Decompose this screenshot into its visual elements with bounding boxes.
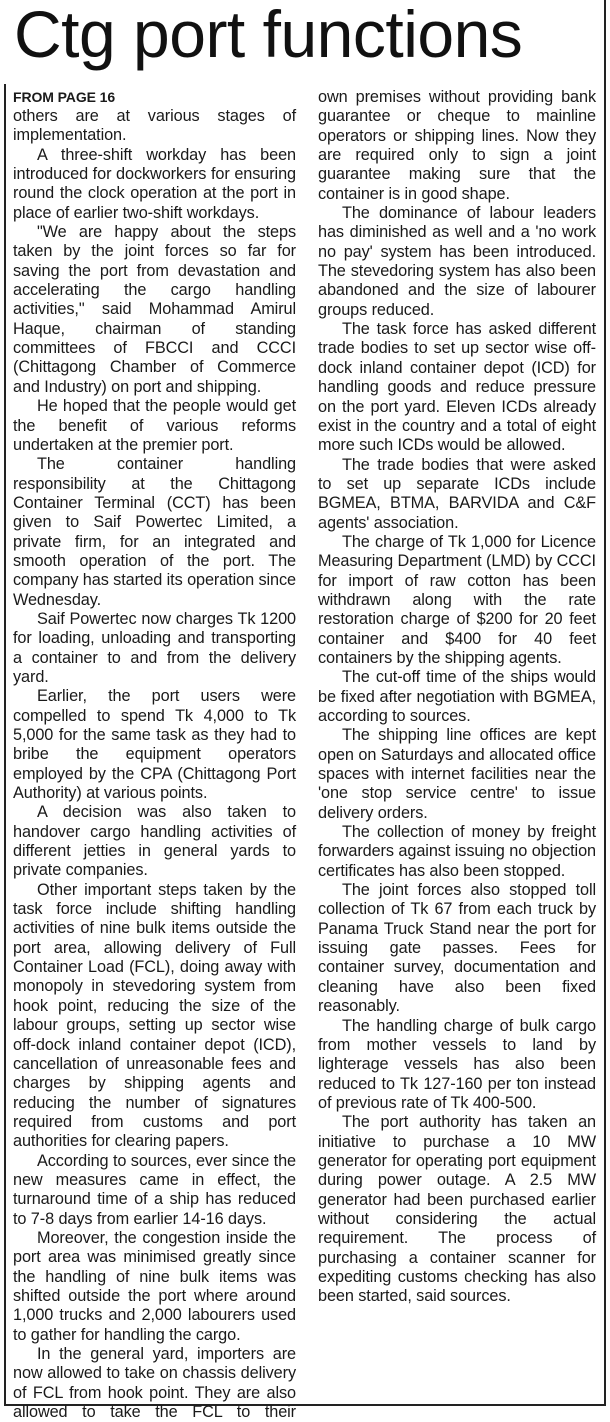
article-column-right	[318, 88, 596, 1307]
paragraph: The task force has asked different trade bodies to set up sector wise off-dock inland container depot (ICD) for handling goods and reduce pressure on the port yard. Eleven ICDs already exist in the country and a total of eight more such ICDs would be allowed.	[318, 320, 596, 455]
paragraph: According to sources, ever since the new measures came in effect, the turnaround time of a ship has reduced to 7-8 days from earlier 14-16 days.	[13, 1151, 296, 1228]
paragraph: The joint forces also stopped toll collection of Tk 67 from each truck by Panama Truck Stand near the port for issuing gate passes. Fees for container survey, documentation and cleaning have also been fixed reasonably.	[318, 881, 596, 1016]
paragraph: Moreover, the congestion inside the port area was minimised greatly since the handling of nine bulk items was shifted outside the port where around 1,000 trucks and 2,000 labourers used to gather for handling the cargo.	[13, 1228, 296, 1344]
paragraph: The port authority has taken an initiative to purchase a 10 MW generator for operating port equipment during power outage. A 2.5 MW generator had been purchased earlier without considering the actual requirement. The process of purchasing a container scanner for expediting customs checking has also been started, said sources.	[318, 1113, 596, 1306]
paragraph: Other important steps taken by the task force include shifting handling activities of nine bulk items outside the port area, allowing delivery of Full Container Load (FCL), doing away with monopoly in stevedoring system from hook point, reducing the size of the labour groups, setting up sector wise off-dock inland container depot (ICD), cancellation of unreasonable fees and charges by shipping agents and reducing the number of signatures required from customs and port authorities for clearing papers.	[13, 880, 296, 1151]
paragraph: The dominance of labour leaders has diminished as well and a 'no work no pay' system has been introduced. The stevedoring system has also been abandoned and the size of labourer groups reduced.	[318, 204, 596, 319]
paragraph: The container handling responsibility at the Chittagong Container Terminal (CCT) has been given to Saif Powertec Limited, a private firm, for an integrated and smooth operation of the port. The company has started its operation since Wednesday.	[13, 455, 296, 609]
paragraph: In the general yard, importers are now allowed to take on chassis delivery of FCL from hook point. They are also allowed to take the FCL to their	[13, 1345, 296, 1422]
paragraph: Saif Powertec now charges Tk 1200 for loading, unloading and transporting a container to and from the delivery yard.	[13, 609, 296, 686]
paragraph: The charge of Tk 1,000 for Licence Measuring Department (LMD) by CCCI for import of raw cotton has been withdrawn along with the rate restoration charge of $200 for 20 feet container and $400 for 40 feet containers by the shipping agents.	[318, 532, 596, 667]
paragraph: The shipping line offices are kept open on Saturdays and allocated office spaces with internet facilities near the 'one stop service centre' to issue delivery orders.	[318, 726, 596, 822]
paragraph: Earlier, the port users were compelled to spend Tk 4,000 to Tk 5,000 for the same task as they had to bribe the equipment operators employed by the CPA (Chittagong Port Authority) at various points.	[13, 687, 296, 803]
paragraph: The cut-off time of the ships would be fixed after negotiation with BGMEA, according to sources.	[318, 668, 596, 725]
paragraph: The handling charge of bulk cargo from mother vessels to land by lighterage vessels has also been reduced to Tk 127-160 per ton instead of previous rate of Tk 400-500.	[318, 1016, 596, 1112]
paragraph: The collection of money by freight forwarders against issuing no objection certificates has also been stopped.	[318, 823, 596, 880]
column-rule-right	[604, 0, 606, 1406]
paragraph: "We are happy about the steps taken by the joint forces so far for saving the port from devastation and accelerating the cargo handling activities," said Mohammad Amirul Haque, chairman of standing committees of FBCCI and CCCI (Chittagong Chamber of Commerce and Industry) on port and shipping.	[13, 223, 296, 396]
paragraph: A three-shift workday has been introduced for dockworkers for ensuring round the clock operation at the port in place of earlier two-shift workdays.	[13, 145, 296, 222]
article-column-left	[13, 88, 296, 1422]
paragraph: The trade bodies that were asked to set up separate ICDs include BGMEA, BTMA, BARVIDA and C&F agents' association.	[318, 455, 596, 532]
continued-from-label: FROM PAGE 16	[13, 89, 116, 105]
paragraph: A decision was also taken to handover cargo handling activities of different jetties in general yards to private companies.	[13, 803, 296, 880]
paragraph: others are at various stages of implementation.	[13, 107, 296, 145]
paragraph: He hoped that the people would get the benefit of various reforms undertaken at the premier port.	[13, 397, 296, 454]
paragraph: own premises without providing bank guarantee or cheque to mainline operators or shipping lines. Now they are required only to sign a joint guarantee making sure that the container is in good shape.	[318, 88, 596, 203]
column-rule-left	[4, 84, 6, 1406]
headline: Ctg port functions	[14, 0, 523, 71]
